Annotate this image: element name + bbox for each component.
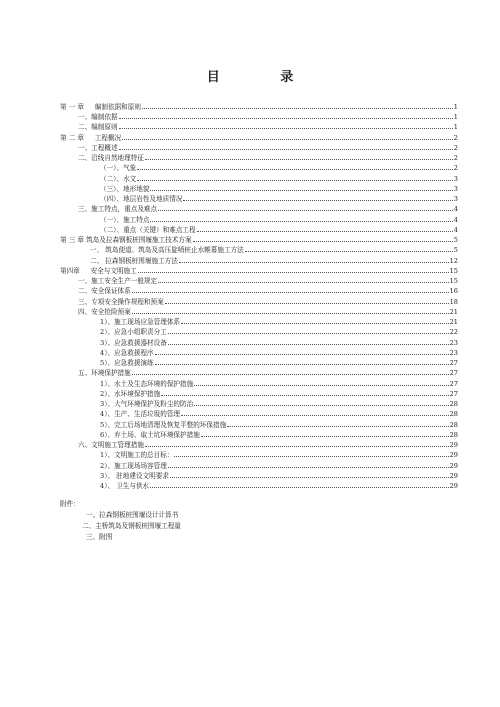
toc-entry[interactable] xyxy=(60,295,458,305)
toc-dot-leader xyxy=(158,210,453,211)
toc-entry[interactable] xyxy=(60,398,458,408)
toc-entry-title: 3）、应急救援器材设备 xyxy=(100,338,167,347)
toc-entry[interactable] xyxy=(60,254,458,264)
toc-entry[interactable] xyxy=(60,203,458,213)
toc-page-number: 4 xyxy=(453,205,458,214)
toc-dot-leader xyxy=(132,292,449,293)
toc-dot-leader xyxy=(227,426,448,427)
toc-dot-leader xyxy=(158,282,448,283)
toc-entry-title: 1）、文明施工的总目标： xyxy=(100,451,174,460)
toc-entry[interactable] xyxy=(60,449,458,459)
toc-entry-title: 六、文明施工管理措施 xyxy=(78,441,144,449)
toc-entry-title: 五、环境保护措施 xyxy=(78,369,131,378)
toc-entry[interactable] xyxy=(60,193,458,203)
toc-entry-title: 二、 拉森钢板桩围堰施工方法 xyxy=(90,256,178,265)
toc-dot-leader xyxy=(150,221,452,222)
toc-page-number: 28 xyxy=(449,400,458,408)
toc-entry-title: 一、 筑岛便道、筑岛及高压旋喷桩止水帷幕施工方法 xyxy=(90,246,244,255)
toc-dot-leader xyxy=(119,149,453,150)
toc-dot-leader xyxy=(132,374,449,375)
toc-page-number: 1 xyxy=(453,102,458,111)
toc-page-number: 4 xyxy=(453,215,458,224)
toc-entry-title: 四、安全抢险预案 xyxy=(78,307,131,316)
toc-chapter-entry[interactable] xyxy=(60,101,458,111)
toc-page-number: 2 xyxy=(453,154,458,162)
toc-entry[interactable] xyxy=(60,316,458,326)
toc-entry-title: 第四章 安全与文明施工 xyxy=(60,266,137,275)
toc-entry-title: 1）、施工现场应急管理体系 xyxy=(100,318,181,326)
toc-chapter-entry[interactable] xyxy=(60,131,458,141)
toc-entry-title: 一、施工安全生产一般规定 xyxy=(78,277,158,285)
toc-entry-title: 5）、应急救援演练 xyxy=(100,359,154,367)
toc-dot-leader xyxy=(170,477,449,478)
toc-dot-leader xyxy=(197,231,453,232)
toc-page-number: 21 xyxy=(449,318,458,326)
toc-dot-leader xyxy=(119,118,453,119)
toc-entry[interactable] xyxy=(60,347,458,357)
toc-entry-title: 4）、生产、生活垃圾的管理 xyxy=(100,410,181,419)
toc-page-number: 23 xyxy=(449,348,458,357)
toc-dot-leader xyxy=(181,415,449,416)
toc-page-number: 29 xyxy=(449,451,458,460)
toc-page-number: 1 xyxy=(453,123,458,132)
toc-page-number: 5 xyxy=(453,246,458,255)
toc-dot-leader xyxy=(168,333,449,334)
toc-dot-leader xyxy=(183,200,452,201)
toc-entry-title: 第 二 章 工程概况 xyxy=(60,133,122,142)
toc-entry[interactable] xyxy=(60,388,458,398)
appendix-item: 一、拉森钢板桩围堰设计计算书 xyxy=(86,511,179,519)
toc-entry-title: 第 一 章 编制依据和原则 xyxy=(60,102,141,111)
toc-page-number: 4 xyxy=(453,225,458,234)
toc-entry-title: 二、编制原则 xyxy=(78,123,118,132)
toc-page-number: 27 xyxy=(449,369,458,378)
toc-dot-leader xyxy=(194,405,448,406)
toc-page-number: 5 xyxy=(453,236,458,244)
toc-entry-title: 三、专项安全操作规程和预案 xyxy=(78,297,164,306)
toc-page-number: 23 xyxy=(449,338,458,347)
toc-dot-leader xyxy=(194,385,448,386)
toc-page-number: 29 xyxy=(449,441,458,449)
toc-dot-leader xyxy=(168,344,449,345)
toc-entry-title: 3）、 驻地建设文明要求 xyxy=(100,471,169,480)
toc-entry-title: 5）、完工后场地清理及恢复平整的环保措施 xyxy=(100,420,227,429)
toc-dot-leader xyxy=(122,139,453,140)
toc-entry[interactable] xyxy=(60,172,458,182)
toc-page-number: 3 xyxy=(453,195,458,203)
toc-page-number: 22 xyxy=(449,328,458,337)
toc-chapter-entry[interactable] xyxy=(60,265,458,275)
toc-entry-title: 二、安全保证体系 xyxy=(78,287,131,296)
toc-dot-leader xyxy=(150,487,448,488)
toc-page-number: 27 xyxy=(449,389,458,398)
toc-entry-title: 3）、大气环境保护及粉尘的防治 xyxy=(100,400,194,408)
toc-dot-leader xyxy=(193,241,453,242)
toc-dot-leader xyxy=(155,364,449,365)
toc-entry-title: 2）、水环境保护措施 xyxy=(100,389,161,398)
toc-page-number: 15 xyxy=(449,277,458,285)
toc-page-number: 27 xyxy=(449,379,458,388)
toc-page-number: 21 xyxy=(449,307,458,316)
toc-dot-leader xyxy=(201,436,449,437)
toc-dot-leader xyxy=(181,323,449,324)
toc-entry-title: 4）、应急救援程序 xyxy=(100,348,154,357)
toc-entry[interactable] xyxy=(60,480,458,490)
toc-entry[interactable] xyxy=(60,224,458,234)
toc-entry[interactable] xyxy=(60,285,458,295)
toc-entry[interactable] xyxy=(60,357,458,367)
appendix-heading: 附件： xyxy=(60,500,80,508)
toc-entry-title: （二）、水文 xyxy=(100,174,137,183)
toc-entry[interactable] xyxy=(60,326,458,336)
toc-dot-leader xyxy=(245,251,453,252)
toc-entry-title: 一、工程概述 xyxy=(78,143,118,152)
toc-entry[interactable] xyxy=(60,336,458,346)
toc-page-number: 2 xyxy=(453,143,458,152)
toc-entry[interactable] xyxy=(60,418,458,428)
toc-entry[interactable] xyxy=(60,213,458,223)
toc-page-number: 3 xyxy=(453,184,458,193)
toc-page-number: 29 xyxy=(449,461,458,470)
toc-dot-leader xyxy=(145,446,449,447)
toc-dot-leader xyxy=(119,128,453,129)
toc-page-number: 28 xyxy=(449,410,458,419)
toc-entry[interactable] xyxy=(60,244,458,254)
appendix-item: 三、附图 xyxy=(86,533,113,541)
appendix-section xyxy=(60,499,360,543)
toc-page-number: 29 xyxy=(449,482,458,490)
toc-page-number: 27 xyxy=(449,359,458,367)
toc-page-number: 1 xyxy=(453,113,458,121)
toc-entry-title: 2）、施工现场场容管理 xyxy=(100,461,167,470)
table-of-contents xyxy=(60,101,458,491)
toc-entry[interactable] xyxy=(60,152,458,162)
toc-entry[interactable] xyxy=(60,183,458,193)
toc-dot-leader xyxy=(150,190,452,191)
toc-dot-leader xyxy=(168,467,449,468)
toc-entry-title: （二）、重点（关键）和难点工程 xyxy=(100,225,196,234)
toc-entry-title: 第 三 章 筑岛及拉森钢板桩围堰施工技术方案 xyxy=(60,236,192,244)
toc-page-number: 3 xyxy=(453,174,458,183)
toc-dot-leader xyxy=(179,262,449,263)
toc-page-number: 28 xyxy=(449,420,458,429)
toc-entry[interactable] xyxy=(60,142,458,152)
toc-entry-title: 一、编制依据 xyxy=(78,113,118,121)
toc-entry-title: 6）、弃土场、取土坑环境保护措施 xyxy=(100,430,200,439)
page-title: 目 录 xyxy=(206,70,322,85)
toc-entry-title: （四）、地层岩性及地质情况 xyxy=(100,195,183,203)
toc-page-number: 2 xyxy=(453,133,458,142)
toc-dot-leader xyxy=(138,272,449,273)
toc-entry[interactable] xyxy=(60,408,458,418)
toc-dot-leader xyxy=(142,108,453,109)
toc-entry-title: （一）、施工特点 xyxy=(100,215,150,224)
toc-entry[interactable] xyxy=(60,377,458,387)
toc-dot-leader xyxy=(174,456,448,457)
toc-dot-leader xyxy=(161,395,448,396)
toc-page-number: 28 xyxy=(449,430,458,439)
toc-dot-leader xyxy=(137,180,453,181)
toc-entry-title: 三、施工特点，重点及难点 xyxy=(78,205,158,214)
toc-dot-leader xyxy=(155,354,449,355)
toc-entry-title: 2）、应急小组职责分工 xyxy=(100,328,167,337)
toc-entry-title: 二、沿线自然地理特征 xyxy=(78,154,144,162)
toc-entry[interactable] xyxy=(60,111,458,121)
toc-page-number: 2 xyxy=(453,164,458,173)
toc-dot-leader xyxy=(132,313,449,314)
toc-dot-leader xyxy=(165,303,449,304)
toc-entry-title: （一）、气象 xyxy=(100,164,137,173)
toc-entry[interactable] xyxy=(60,275,458,285)
toc-entry-title: 1）、水土及生态环境的保护措施 xyxy=(100,379,194,388)
toc-page-number: 18 xyxy=(449,297,458,306)
toc-page-number: 29 xyxy=(449,471,458,480)
toc-entry[interactable] xyxy=(60,306,458,316)
appendix-item: 二、主桥筑岛及钢板桩围堰工程量 xyxy=(82,522,181,530)
toc-entry[interactable] xyxy=(60,162,458,172)
toc-entry[interactable] xyxy=(60,439,458,449)
toc-chapter-entry[interactable] xyxy=(60,234,458,244)
toc-entry[interactable] xyxy=(60,121,458,131)
toc-entry[interactable] xyxy=(60,470,458,480)
toc-entry[interactable] xyxy=(60,429,458,439)
toc-entry[interactable] xyxy=(60,459,458,469)
toc-entry-title: （三）、地形地貌 xyxy=(100,184,150,193)
toc-dot-leader xyxy=(137,169,453,170)
toc-page-number: 12 xyxy=(449,256,458,265)
toc-page-number: 15 xyxy=(449,266,458,275)
toc-entry[interactable] xyxy=(60,367,458,377)
toc-entry-title: 4）、 卫生与供水 xyxy=(100,482,150,490)
toc-dot-leader xyxy=(145,159,453,160)
toc-page-number: 16 xyxy=(449,287,458,296)
